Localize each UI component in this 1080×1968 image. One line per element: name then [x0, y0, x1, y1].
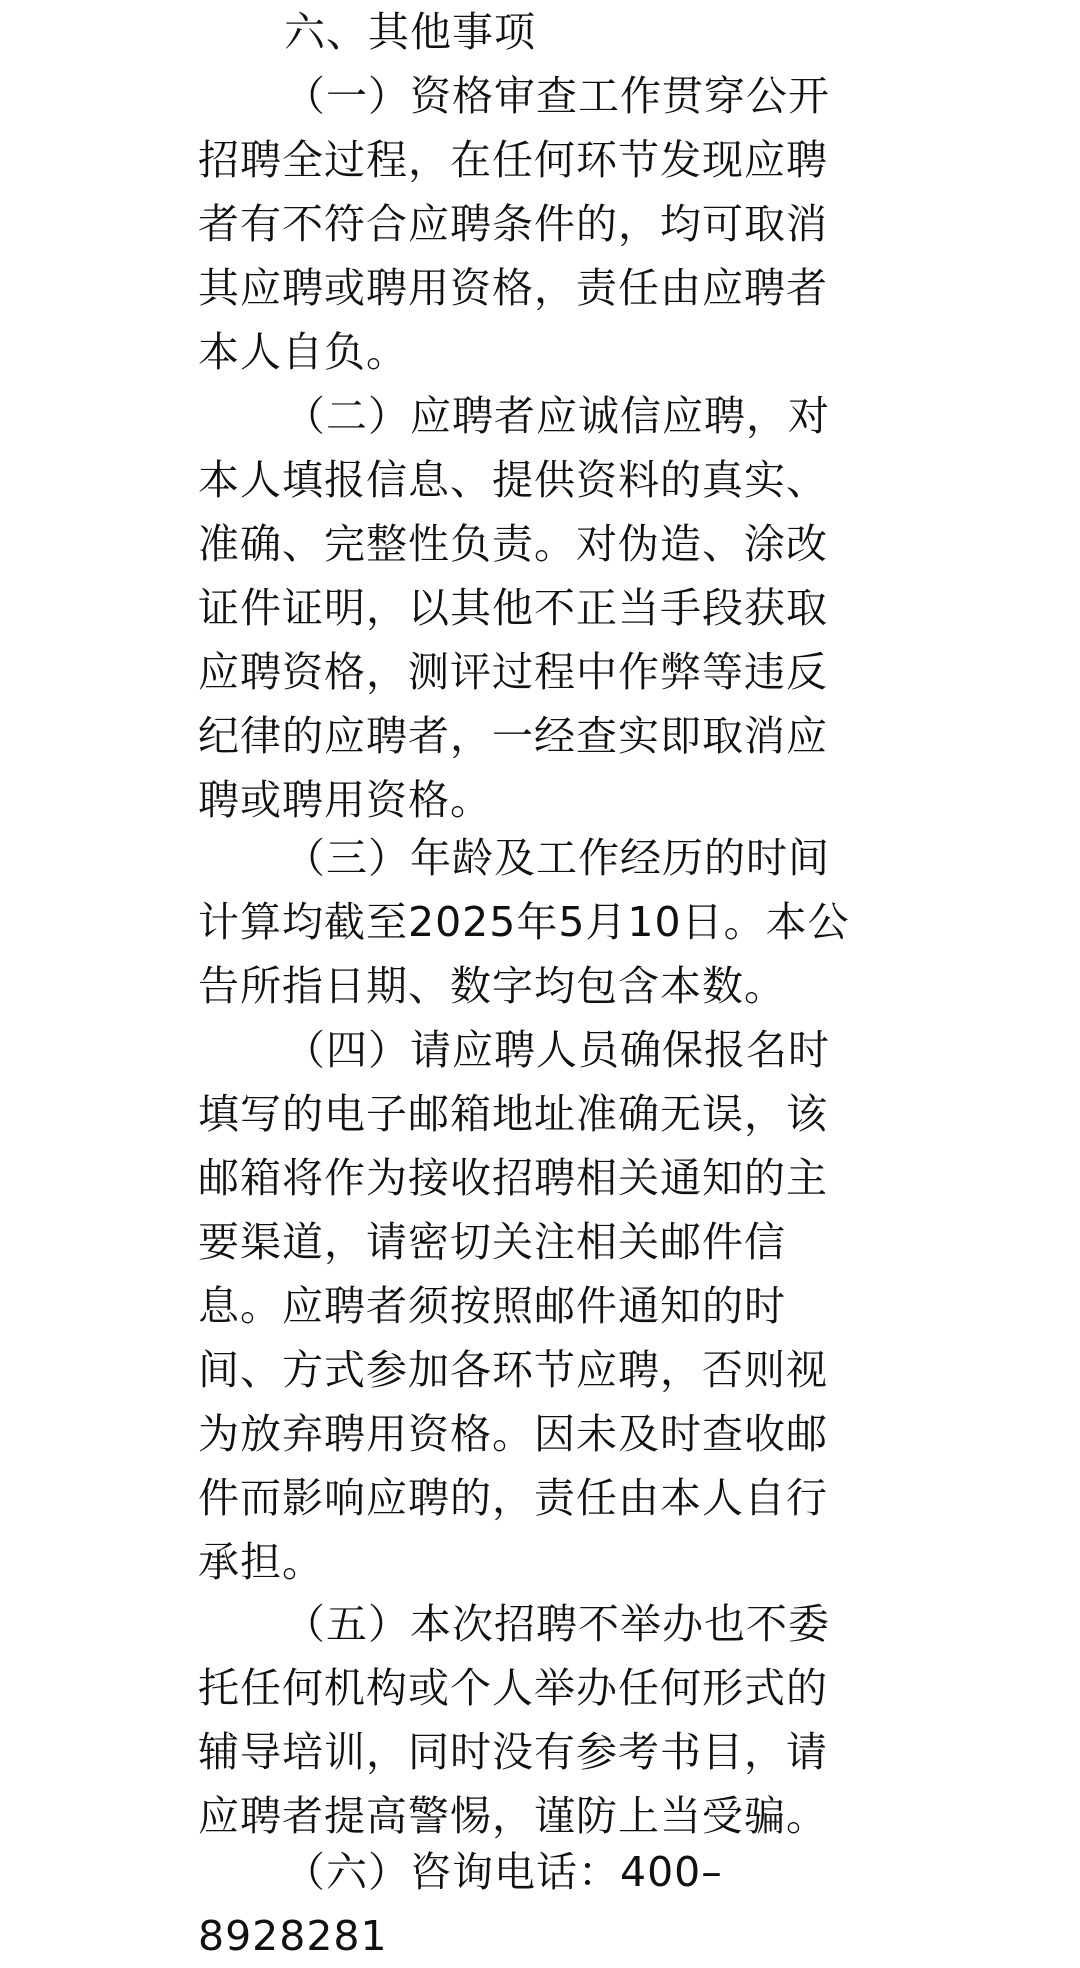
- text-line: （五）本次招聘不举办也不委: [284, 1600, 830, 1648]
- text-line: 为放弃聘用资格。因未及时查收邮: [198, 1410, 828, 1458]
- text-line: 纪律的应聘者，一经查实即取消应: [198, 712, 828, 760]
- text-line: 件而影响应聘的，责任由本人自行: [198, 1474, 828, 1522]
- text-line: 承担。: [198, 1538, 324, 1586]
- text-line: （二）应聘者应诚信应聘，对: [284, 392, 830, 440]
- text-line: 息。应聘者须按照邮件通知的时: [198, 1282, 786, 1330]
- text-line: 应聘者提高警惕，谨防上当受骗。: [198, 1792, 828, 1840]
- text-line: 告所指日期、数字均包含本数。: [198, 962, 786, 1010]
- text-line: 本人填报信息、提供资料的真实、: [198, 456, 828, 504]
- text-line: 聘或聘用资格。: [198, 776, 492, 824]
- text-line: 应聘资格，测评过程中作弊等违反: [198, 648, 828, 696]
- text-line: （一）资格审查工作贯穿公开: [284, 72, 830, 120]
- section-heading: 六、其他事项: [284, 8, 536, 56]
- text-line: （四）请应聘人员确保报名时: [284, 1026, 830, 1074]
- text-line: 填写的电子邮箱地址准确无误，该: [198, 1090, 828, 1138]
- text-line: 要渠道，请密切关注相关邮件信: [198, 1218, 786, 1266]
- text-line: 8928281: [198, 1912, 388, 1960]
- text-line: 者有不符合应聘条件的，均可取消: [198, 200, 828, 248]
- text-line: 招聘全过程，在任何环节发现应聘: [198, 136, 828, 184]
- text-line: 其应聘或聘用资格，责任由应聘者: [198, 264, 828, 312]
- text-line: 准确、完整性负责。对伪造、涂改: [198, 520, 828, 568]
- text-line: 本人自负。: [198, 328, 408, 376]
- text-line: 邮箱将作为接收招聘相关通知的主: [198, 1154, 828, 1202]
- text-line: 计算均截至2025年5月10日。本公: [198, 898, 850, 946]
- text-line: 证件证明，以其他不正当手段获取: [198, 584, 828, 632]
- text-line: （三）年龄及工作经历的时间: [284, 834, 830, 882]
- text-line: 间、方式参加各环节应聘，否则视: [198, 1346, 828, 1394]
- text-line: 辅导培训，同时没有参考书目，请: [198, 1728, 828, 1776]
- text-line: （六）咨询电话：400–: [284, 1848, 723, 1896]
- text-line: 托任何机构或个人举办任何形式的: [198, 1664, 828, 1712]
